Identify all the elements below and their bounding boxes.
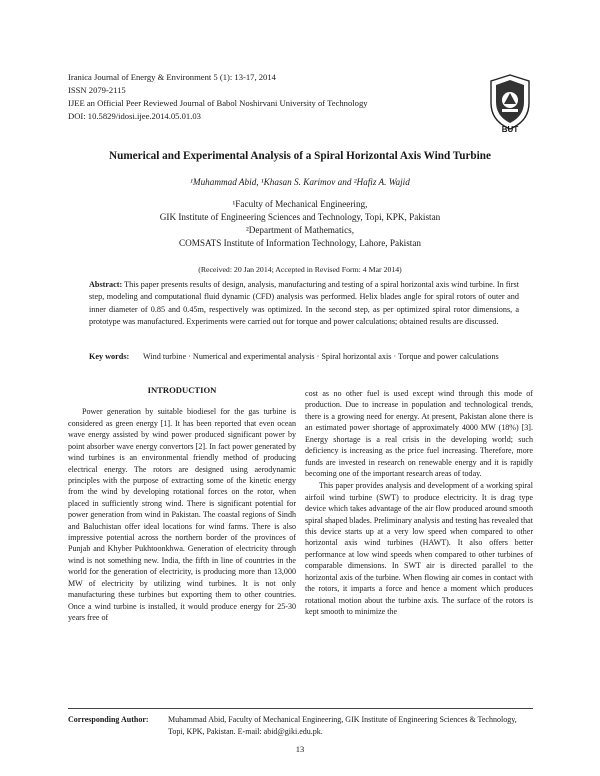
keywords (89, 351, 519, 363)
paragraph: Power generation by suitable biodiesel for the gas turbine is considered as green energy [1]. It has been reported that even ocean wave energy assisted by wind power produced significant power by point absorber wave energy convertors [2]. In fact power generated by wind turbines is an environmental friendly method of producing electrical energy. The rotors are designed using aerodynamic principles with the purpose of extracting some of the kinetic energy from the wind by developing rotational forces on the rotor, when placed in sufficiently strong wind. There is significant potential for power generation from wind in Pakistan. The coastal regions of Sindh and Baluchistan offer ideal locations for wind farms. There is also impressive potential across the northern border of the provinces of Punjab and Khyber Pukhtoonkhwa. Generation of electricity through wind is not something new. India, the fifth in line of countries in the world for the generation of electricity, is producing more than 13,000 MW of electricity by utilizing wind turbines. It is not only manufacturing these turbines but exporting them to other countries. Once a wind turbine is installed, it would produce energy for 25-30 years free of (68, 407, 296, 623)
keywords-label: Key words: (89, 352, 130, 361)
paragraph-continuation: cost as no other fuel is used except wind through this mode of production. Due to increase in population and technological trends, there is a growing need for energy. At present, Pakistan alone there is an estimated power shortage of approximately 4000 MW (18%) [3]. Energy shortage is a real crisis in the developing world; such deficiency is increasing as the price fuel increasing. Therefore, more funds are invested in research on renewable energy and it is rapidly becoming one of the important research areas of today. (305, 389, 533, 478)
footer-divider (68, 708, 533, 709)
received-dates: (Received: 20 Jan 2014; Accepted in Revised Form: 4 Mar 2014) (198, 265, 402, 274)
corresponding-text: Muhammad Abid, Faculty of Mechanical Engineering, GIK Institute of Engineering Sciences & Technology, Topi, KPK, Pakistan. E-mail: abid@giki.edu.pk. (168, 715, 517, 736)
paper-title: Numerical and Experimental Analysis of a Spiral Horizontal Axis Wind Turbine (109, 150, 491, 162)
paragraph: This paper provides analysis and development of a working spiral airfoil wind turbine (SWT) to produce electricity. It is drag type device which takes advantage of the air flow produced around smooth spiral shaped blades. Preliminary analysis and testing has revealed that this device starts up at a very low speed when compared to other horizontal axis wind turbines (HAWT). It also offers better performance at low wind speeds when compared to other turbines of comparable dimensions. In SWT air is directed parallel to the horizontal axis of the turbine. When flowing air comes in contact with the rotors, it imparts a force and hence a moment which produces rotational motion about the turbine axis. The surface of the rotors is kept smooth to minimize the (305, 481, 533, 617)
right-column (305, 388, 533, 617)
affiliation-line: ¹Faculty of Mechanical Engineering, (232, 199, 368, 209)
university-logo-icon (487, 73, 533, 133)
affiliation-line: ²Department of Mathematics, (245, 225, 355, 235)
abstract-label: Abstract: (89, 280, 123, 289)
corresponding-label: Corresponding Author: (68, 715, 149, 724)
affiliation-line: GIK Institute of Engineering Sciences and Technology, Topi, KPK, Pakistan (159, 212, 441, 222)
affiliations (40, 198, 560, 250)
keywords-text: Wind turbine · Numerical and experimental analysis · Spiral horizontal axis · Torque and power calculations (143, 352, 499, 361)
affiliation-line: COMSATS Institute of Information Technology, Lahore, Pakistan (178, 238, 422, 248)
journal-header (68, 71, 448, 123)
journal-line: Iranica Journal of Energy & Environment 5 (1): 13-17, 2014 (68, 72, 276, 82)
page-number: 13 (295, 744, 305, 754)
left-column (68, 385, 296, 623)
publisher-line: IJEE an Official Peer Reviewed Journal of Babol Noshirvani University of Technology (68, 98, 368, 108)
authors: ¹Muhammad Abid, ¹Khasan S. Karimov and ²Hafiz A. Wajid (190, 177, 410, 187)
logo-caption: BUT (501, 125, 519, 134)
issn: ISSN 2079-2115 (68, 85, 126, 95)
section-heading: INTRODUCTION (147, 385, 217, 395)
abstract (89, 279, 519, 328)
abstract-text: This paper presents results of design, analysis, manufacturing and testing of a spiral horizontal axis wind turbine. In first step, modeling and computational fluid dynamic (CFD) analysis was performed. Helix blades angle for spiral rotors of outer and inner diameter of 0.85 and 0.45m, respectively was optimized. In the second step, as per optimized spiral rotor dimensions, a prototype was manufactured. Experiments were carried out for torque and power calculations; obtained results are discussed. (89, 280, 519, 326)
corresponding-author (68, 714, 533, 737)
doi: DOI: 10.5829/idosi.ijee.2014.05.01.03 (68, 111, 201, 121)
